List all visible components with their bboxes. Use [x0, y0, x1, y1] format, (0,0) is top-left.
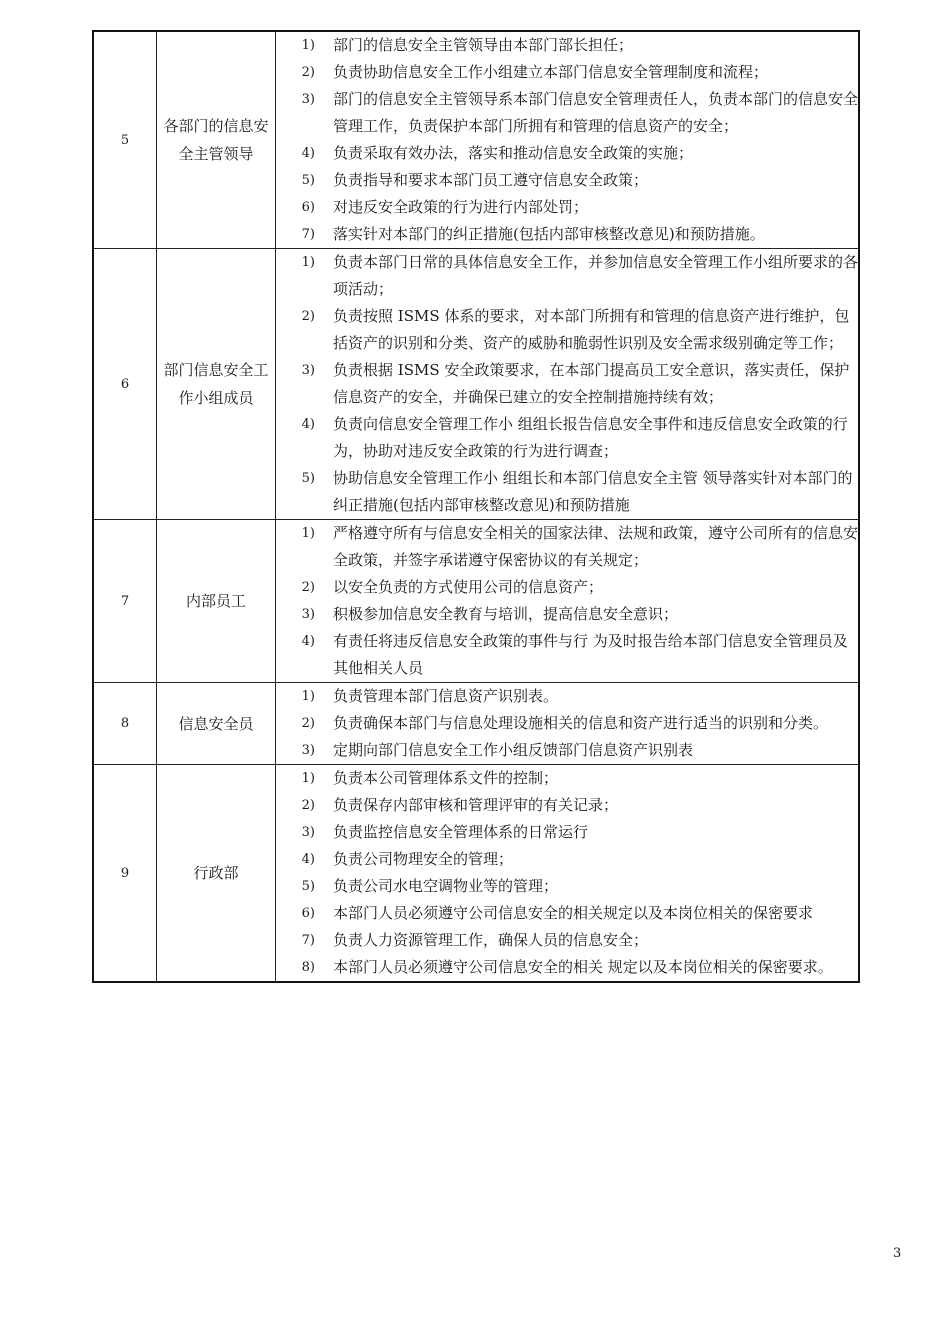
item-text: 部门的信息安全主管领导由本部门部长担任； [333, 36, 634, 54]
list-item [276, 357, 858, 411]
item-text: 严格遵守所有与信息安全相关的国家法律、法规和政策，遵守公司所有的信息安全政策，并签字承诺遵守保密协议的有关规定； [333, 524, 859, 569]
list-item [276, 737, 858, 764]
item-text: 负责协助信息安全工作小组建立本部门信息安全管理制度和流程； [333, 63, 769, 81]
item-index: 5) [301, 879, 315, 894]
item-index: 3) [301, 92, 315, 107]
duty-list [276, 31, 860, 249]
list-item [276, 32, 858, 59]
responsibility-table [92, 30, 860, 983]
page-number: 3 [893, 1246, 902, 1261]
item-index: 4) [301, 852, 315, 867]
role-name: 内部员工 [157, 520, 276, 683]
duty-list [276, 683, 860, 765]
item-index: 8) [301, 960, 315, 975]
list-item [276, 86, 858, 140]
item-text: 积极参加信息安全教育与培训，提高信息安全意识； [333, 605, 679, 623]
item-text: 以安全负责的方式使用公司的信息资产； [333, 578, 604, 596]
item-index: 1) [301, 255, 315, 270]
list-item [276, 765, 858, 792]
item-text: 负责指导和要求本部门员工遵守信息安全政策； [333, 171, 649, 189]
item-index: 5) [301, 173, 315, 188]
table-row [93, 683, 859, 765]
list-item [276, 249, 858, 303]
list-item [276, 303, 858, 357]
item-text: 负责根据 ISMS 安全政策要求，在本部门提高员工安全意识，落实责任，保护信息资产的安全，并确保已建立的安全控制措施持续有效； [333, 361, 850, 406]
role-name: 各部门的信息安全主管领导 [157, 31, 276, 249]
row-number: 8 [93, 683, 157, 765]
item-text: 负责公司物理安全的管理； [333, 850, 514, 868]
item-index: 1) [301, 38, 315, 53]
list-item [276, 792, 858, 819]
item-text: 负责人力资源管理工作，确保人员的信息安全； [333, 931, 649, 949]
row-number: 5 [93, 31, 157, 249]
table-row [93, 520, 859, 683]
list-item [276, 900, 858, 927]
item-text: 本部门人员必须遵守公司信息安全的相关规定以及本岗位相关的保密要求 [333, 904, 814, 922]
item-text: 负责本公司管理体系文件的控制； [333, 769, 559, 787]
item-text: 负责保存内部审核和管理评审的有关记录； [333, 796, 619, 814]
item-index: 1) [301, 689, 315, 704]
item-text: 负责确保本部门与信息处理设施相关的信息和资产进行适当的识别和分类。 [333, 714, 829, 732]
item-index: 2) [301, 65, 315, 80]
list-item [276, 628, 858, 682]
item-index: 6) [301, 200, 315, 215]
item-index: 3) [301, 363, 315, 378]
item-text: 对违反安全政策的行为进行内部处罚； [333, 198, 589, 216]
list-item [276, 140, 858, 167]
list-item [276, 683, 858, 710]
list-item [276, 927, 858, 954]
duty-list [276, 249, 860, 520]
duty-list [276, 765, 860, 983]
item-text: 负责按照 ISMS 体系的要求，对本部门所拥有和管理的信息资产进行维护，包括资产的识别和分类、资产的威胁和脆弱性识别及安全需求级别确定等工作； [333, 307, 850, 352]
item-index: 2) [301, 716, 315, 731]
item-index: 1) [301, 526, 315, 541]
role-name: 行政部 [157, 765, 276, 983]
role-name: 信息安全员 [157, 683, 276, 765]
list-item [276, 194, 858, 221]
list-item [276, 819, 858, 846]
role-name: 部门信息安全工作小组成员 [157, 249, 276, 520]
list-item [276, 954, 858, 981]
list-item [276, 59, 858, 86]
list-item [276, 167, 858, 194]
duty-list [276, 520, 860, 683]
row-number: 7 [93, 520, 157, 683]
item-index: 1) [301, 771, 315, 786]
item-index: 4) [301, 634, 315, 649]
list-item [276, 710, 858, 737]
item-index: 2) [301, 309, 315, 324]
item-index: 7) [301, 933, 315, 948]
item-index: 2) [301, 798, 315, 813]
item-text: 定期向部门信息安全工作小组反馈部门信息资产识别表 [333, 741, 694, 759]
item-index: 6) [301, 906, 315, 921]
item-text: 负责本部门日常的具体信息安全工作，并参加信息安全管理工作小组所要求的各项活动； [333, 253, 859, 298]
list-item [276, 221, 858, 248]
list-item [276, 846, 858, 873]
item-text: 本部门人员必须遵守公司信息安全的相关 规定以及本岗位相关的保密要求。 [333, 958, 833, 976]
item-text: 有责任将违反信息安全政策的事件与行 为及时报告给本部门信息安全管理员及其他相关人员 [333, 632, 848, 677]
list-item [276, 465, 858, 519]
item-index: 5) [301, 471, 315, 486]
list-item [276, 873, 858, 900]
item-text: 负责监控信息安全管理体系的日常运行 [333, 823, 589, 841]
list-item [276, 574, 858, 601]
item-index: 3) [301, 825, 315, 840]
item-index: 4) [301, 417, 315, 432]
item-index: 2) [301, 580, 315, 595]
list-item [276, 520, 858, 574]
table-row [93, 31, 859, 249]
item-text: 负责向信息安全管理工作小 组组长报告信息安全事件和违反信息安全政策的行为，协助对违反安全政策的行为进行调查； [333, 415, 848, 460]
item-index: 3) [301, 607, 315, 622]
item-text: 部门的信息安全主管领导系本部门信息安全管理责任人，负责本部门的信息安全管理工作，负责保护本部门所拥有和管理的信息资产的安全； [333, 90, 859, 135]
item-index: 7) [301, 227, 315, 242]
item-text: 协助信息安全管理工作小 组组长和本部门信息安全主管 领导落实针对本部门的纠正措施(包括内部审核整改意见)和预防措施 [333, 469, 853, 514]
item-index: 3) [301, 743, 315, 758]
item-text: 负责采取有效办法，落实和推动信息安全政策的实施； [333, 144, 694, 162]
item-text: 负责管理本部门信息资产识别表。 [333, 687, 559, 705]
list-item [276, 601, 858, 628]
item-text: 负责公司水电空调物业等的管理； [333, 877, 559, 895]
item-text: 落实针对本部门的纠正措施(包括内部审核整改意见)和预防措施。 [333, 225, 765, 243]
row-number: 6 [93, 249, 157, 520]
list-item [276, 411, 858, 465]
item-index: 4) [301, 146, 315, 161]
row-number: 9 [93, 765, 157, 983]
table-row [93, 765, 859, 983]
table-row [93, 249, 859, 520]
